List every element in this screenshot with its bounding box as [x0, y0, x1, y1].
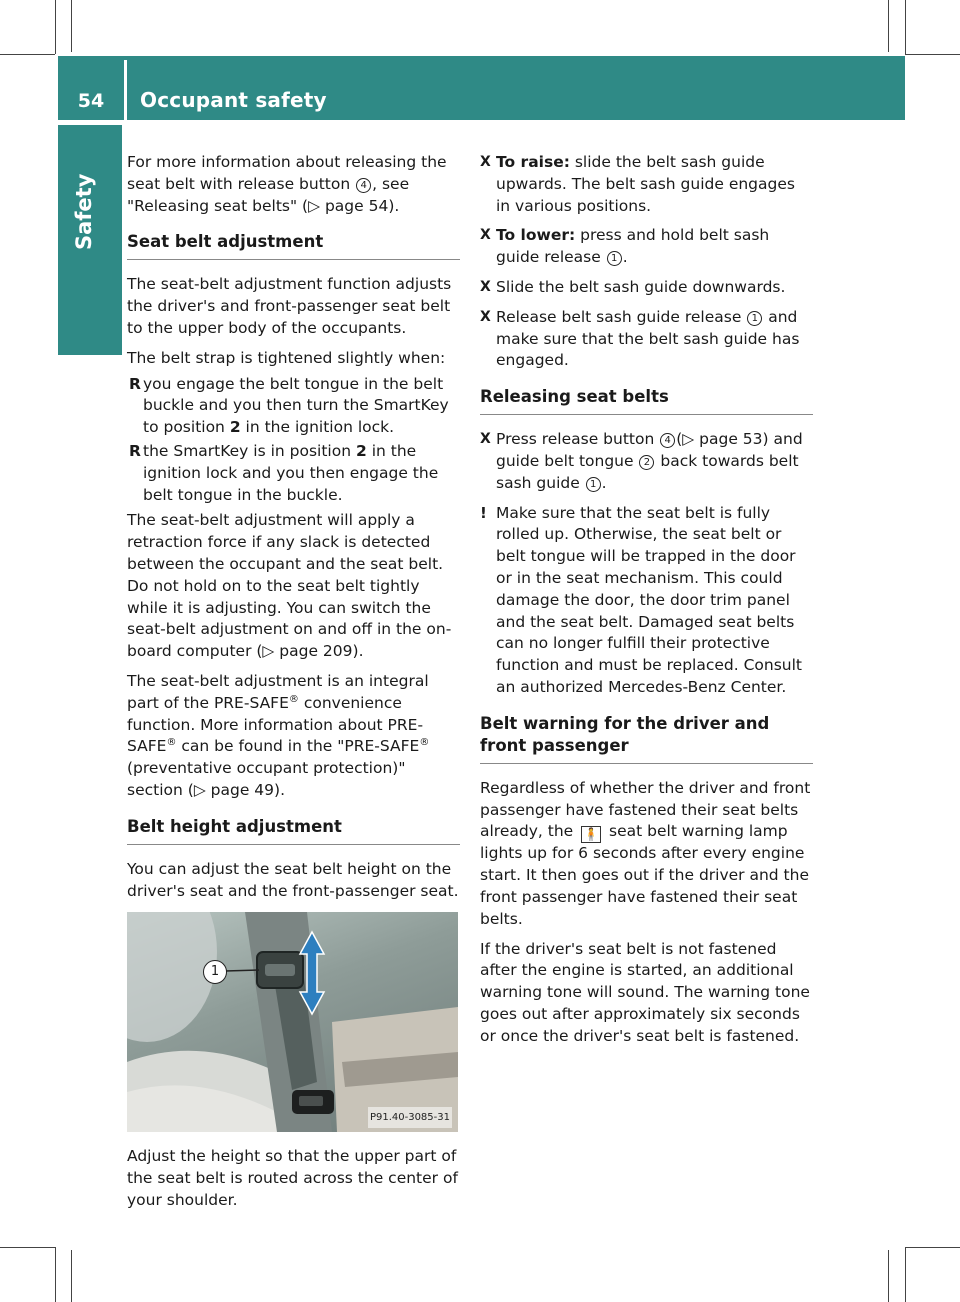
paragraph-text: ). — [352, 642, 364, 661]
paragraph: You can adjust the seat belt height on the driver's seat and the front-passenger seat. — [127, 859, 459, 900]
callout-2-icon: 2 — [639, 455, 654, 470]
position-value: 2 — [355, 441, 367, 460]
step-press-release — [480, 429, 813, 494]
bullet-icon: R — [129, 441, 141, 460]
paragraph-text: The seat-belt adjustment is an integral part of the PRE-SAFE — [127, 671, 429, 712]
photo-caption: P91.40-3085-31 — [368, 1107, 452, 1129]
paragraph: The belt strap is tightened slightly when: — [127, 348, 446, 367]
crop-mark — [71, 1250, 72, 1302]
step-text: and make sure that the belt sash guide has engaged. — [496, 307, 800, 370]
page-link[interactable]: page 209 — [279, 642, 353, 661]
list-text: in the ignition lock. — [240, 418, 395, 437]
page-number: 54 — [77, 90, 105, 112]
warning-icon: ! — [480, 503, 487, 522]
list-text: you engage the belt tongue in the belt buckle and you then turn the SmartKey to position — [143, 374, 449, 437]
step-icon: X — [480, 278, 491, 295]
heading-seat-belt-adjustment: Seat belt adjustment — [127, 231, 460, 260]
intro-text: , see "Releasing seat belts" ( — [127, 174, 410, 215]
page-link[interactable]: page 54 — [324, 196, 389, 215]
list-item — [127, 441, 460, 506]
step-text: Slide the belt sash guide downwards. — [496, 277, 786, 296]
step-slide — [480, 277, 813, 299]
step-text: ( — [676, 430, 683, 449]
paragraph — [480, 778, 813, 931]
paragraph-text: Regardless of whether the driver and front passenger have fastened their seat belts already, the — [480, 778, 811, 841]
step-text: . — [601, 473, 607, 492]
paragraph — [127, 671, 460, 802]
step-text: back towards belt sash guide — [496, 451, 799, 492]
step-text: press and hold belt sash guide release — [496, 226, 770, 267]
heading-releasing-seat-belts: Releasing seat belts — [480, 386, 813, 415]
registered-mark: ® — [288, 693, 299, 705]
registered-mark: ® — [166, 737, 177, 749]
paragraph-text: The seat-belt adjustment will apply a retraction force if any slack is detected between the occupant and the seat belt. Do not hold on to the seat belt tightly while it is adjusting. You can switch the seat-belt adjustment on and off in the on-board computer ( — [127, 511, 452, 661]
crop-mark — [888, 1250, 889, 1302]
side-label: Safety — [72, 173, 96, 250]
intro-text: ). — [388, 196, 400, 215]
paragraph-text: (preventative occupant protection)" section ( — [127, 759, 406, 799]
step-text: . — [622, 248, 628, 267]
paragraph-text: seat belt warning lamp lights up for 6 seconds after every engine start. It then goes out if the driver and the front passenger have fastened their seat belts. — [480, 822, 809, 928]
crop-mark — [905, 54, 960, 55]
list-text: the SmartKey is in position — [143, 441, 356, 460]
callout-4-icon: 4 — [356, 178, 371, 193]
step-text: ) and guide belt tongue — [496, 430, 803, 470]
page-ref-icon: ▷ — [262, 642, 275, 661]
warning-text: Make sure that the seat belt is fully rolled up. Otherwise, the seat belt or belt tongue will be trapped in the door or in the seat mechanism. This could damage the door, the door trim panel and the seat belt. Damaged seat belts can no longer fulfill their protective function and must be replaced. Consult an authorized Mercedes-Benz Center. — [496, 503, 803, 696]
crop-mark — [905, 1247, 906, 1302]
page-link[interactable]: page 53 — [699, 430, 763, 449]
callout-4-icon: 4 — [660, 433, 675, 448]
callout-1-icon: 1 — [203, 960, 227, 984]
crop-mark — [71, 0, 72, 52]
page-ref-icon: ▷ — [193, 780, 206, 799]
photo-illustration — [127, 912, 458, 1132]
heading-belt-warning: Belt warning for the driver and front passenger — [480, 713, 813, 764]
heading-belt-height-adjustment: Belt height adjustment — [127, 816, 460, 845]
paragraph: If the driver's seat belt is not fastened after the engine is started, an additional warning tone will sound. The warning tone goes out after approximately six seconds or once the driver's seat belt is fastened. — [480, 939, 810, 1045]
bullet-icon: R — [129, 374, 141, 393]
crop-mark — [0, 1247, 55, 1248]
crop-mark — [55, 0, 56, 54]
step-lower — [480, 225, 813, 269]
page-ref-icon: ▷ — [682, 430, 695, 449]
right-column — [480, 152, 813, 1056]
step-label: To raise: — [496, 153, 570, 171]
step-icon: X — [480, 308, 491, 325]
callout-1-icon: 1 — [747, 311, 762, 326]
position-value: 2 — [229, 418, 241, 437]
step-text: Release belt sash guide release — [496, 307, 747, 326]
belt-sash-guide-photo — [127, 912, 458, 1132]
intro-paragraph — [127, 152, 460, 217]
intro-text: For more information about releasing the seat belt with release button — [127, 153, 447, 193]
step-label: To lower: — [496, 226, 576, 245]
seat-belt-warning-lamp-icon: 🧍 — [581, 826, 601, 843]
paragraph-text: ). — [274, 780, 286, 799]
crop-mark — [55, 1247, 56, 1302]
step-text: Press release button — [496, 430, 660, 449]
paragraph-text: can be found in the "PRE-SAFE — [176, 737, 420, 756]
header-divider — [124, 60, 127, 120]
callout-1-icon: 1 — [607, 251, 622, 266]
step-raise — [480, 152, 813, 217]
step-release — [480, 307, 813, 372]
paragraph: Adjust the height so that the upper part of the seat belt is routed across the center of your shoulder. — [127, 1147, 458, 1209]
list-item — [127, 374, 460, 439]
crop-mark — [905, 0, 906, 54]
paragraph: The seat-belt adjustment function adjusts the driver's and front-passenger seat belt to the upper body of the occupants. — [127, 275, 452, 337]
crop-mark — [905, 1247, 960, 1248]
paragraph-text: convenience function. More information about PRE-SAFE — [127, 693, 424, 756]
step-icon: X — [480, 431, 491, 448]
page-link[interactable]: page 49 — [210, 780, 275, 799]
callout-1-icon: 1 — [586, 477, 601, 492]
page-ref-icon: ▷ — [308, 196, 321, 215]
registered-mark: ® — [419, 737, 430, 749]
step-icon: X — [480, 227, 491, 244]
paragraph — [127, 510, 460, 663]
step-text: slide the belt sash guide upwards. The belt sash guide engages in various positions. — [496, 153, 795, 215]
section-title: Occupant safety — [140, 88, 327, 112]
bullet-list — [127, 374, 460, 507]
left-column — [127, 152, 460, 1220]
warning-note — [480, 503, 813, 699]
crop-mark — [0, 54, 55, 55]
crop-mark — [888, 0, 889, 52]
list-text: in the ignition lock and you then engage the belt tongue in the buckle. — [143, 441, 439, 504]
step-icon: X — [480, 154, 491, 170]
